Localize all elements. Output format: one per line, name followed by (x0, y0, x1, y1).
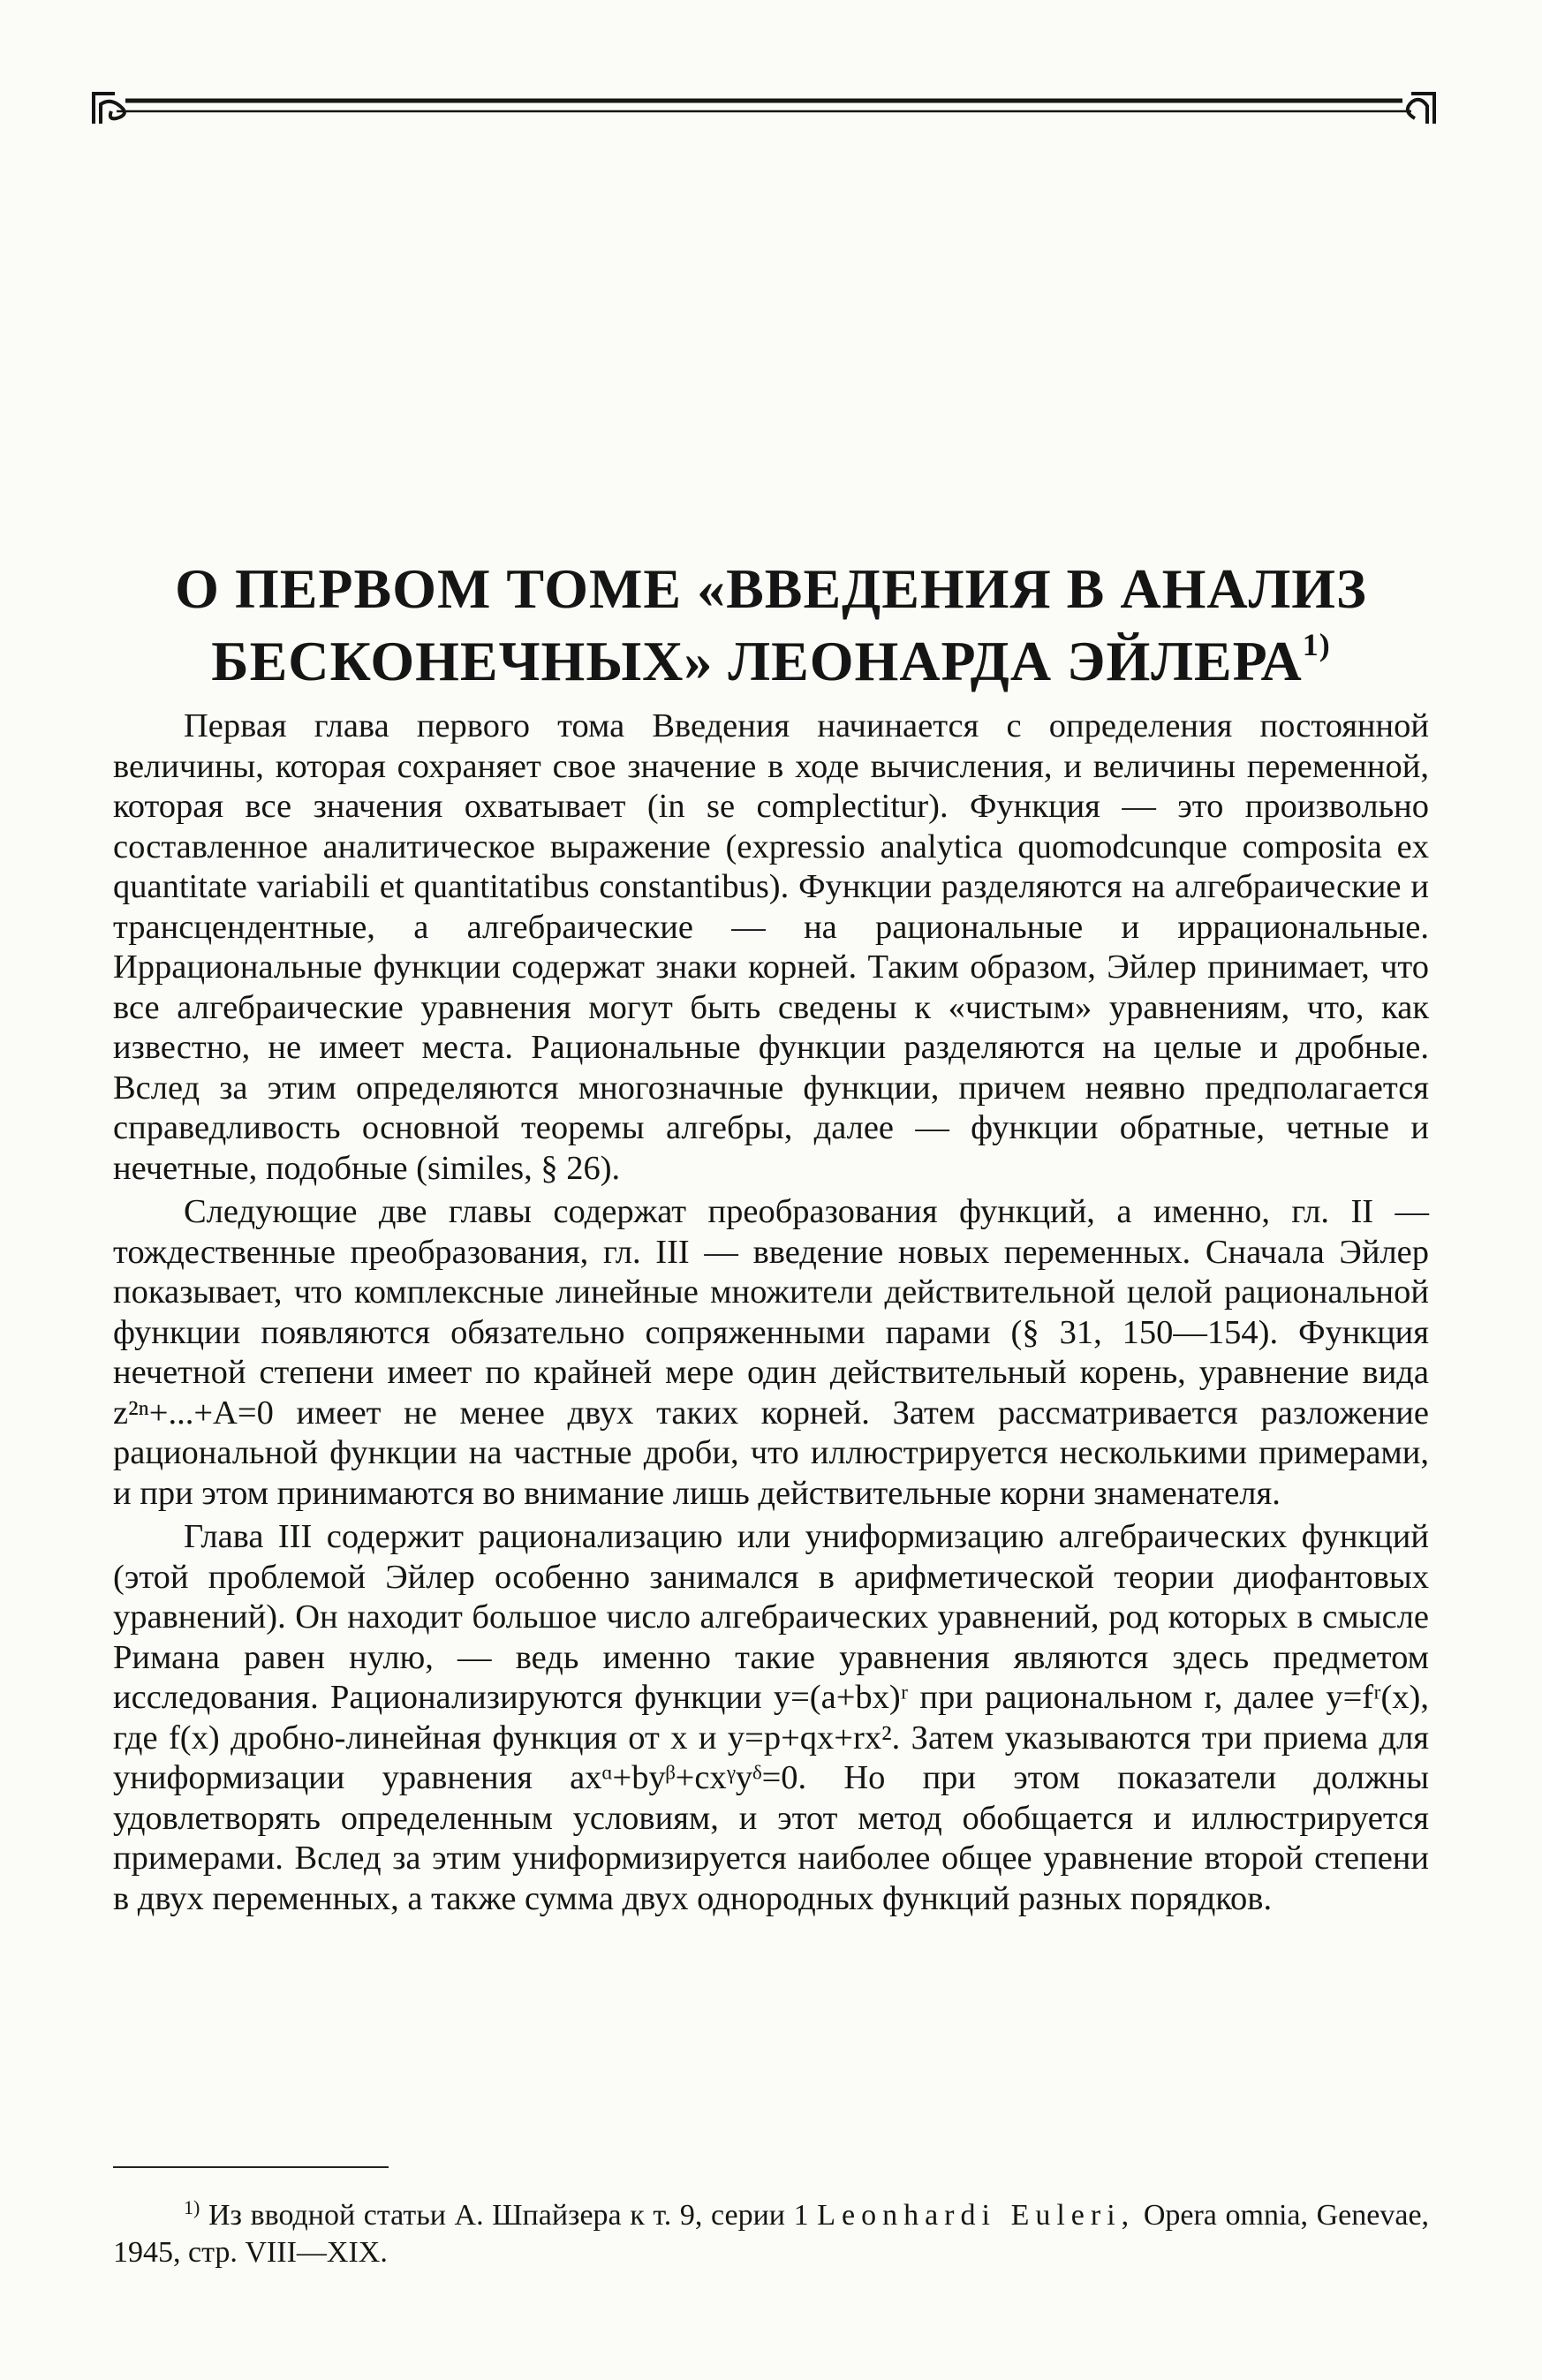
footnote-text-before: Из вводной статьи А. Шпайзера к т. 9, серии 1 (208, 2199, 809, 2232)
paragraph-3: Глава III содержит рационализацию или униформизацию алгебраических функций (этой проблемой Эйлер особенно занимался в арифметической теории диофантовых уравнений). Он находит большое число алгебраических уравнений, род которых в смысле Римана равен нулю, — ведь именно такие уравнения являются здесь предметом исследования. Рационализируются функции y=(a+bx)ʳ при рациональном r, далее y=fʳ(x), где f(x) дробно-линейная функция от x и y=p+qx+rx². Затем указываются три приема для униформизации уравнения axᵅ+byᵝ+cxᵞyᵟ=0. Но при этом показатели должны удовлетворять определенным условиям, и этот метод обобщается и иллюстрируется примерами. Вслед за этим униформизируется наиболее общее уравнение второй степени в двух переменных, а также сумма двух однородных функций разных порядков. (113, 1518, 1429, 1917)
footnote-divider (113, 2166, 389, 2168)
article-body (113, 706, 1429, 1919)
footnote-paragraph (113, 2197, 1429, 2271)
footnote-author: Leonhardi Euleri, (817, 2199, 1136, 2232)
title-line-1: О ПЕРВОМ ТОМЕ «ВВЕДЕНИЯ В АНАЛИЗ (175, 557, 1367, 620)
article-title (132, 553, 1410, 698)
header-ornament (90, 85, 1438, 129)
footnote (113, 2197, 1429, 2271)
footnote-text-after: Opera omnia, Genevae, 1945, стр. VIII—XIX. (113, 2199, 1430, 2269)
paragraph-2: Следующие две главы содержат преобразования функций, а именно, гл. II — тождественные преобразования, гл. III — введение новых переменных. Сначала Эйлер показывает, что комплексные линейные множители действительной целой рациональной функции появляются обязательно сопряженными парами (§ 31, 150—154). Функция нечетной степени имеет по крайней мере один действительный корень, уравнение вида z²ⁿ+...+A=0 имеет не менее двух таких корней. Затем рассматривается разложение рациональной функции на частные дроби, что иллюстрируется несколькими примерами, и при этом принимаются во внимание лишь действительные корни знаменателя. (113, 1193, 1429, 1512)
footnote-mark: 1) (184, 2196, 200, 2218)
ornament-left-flourish (94, 94, 125, 124)
paragraph-1: Первая глава первого тома Введения начинается с определения постоянной величины, которая сохраняет свое значение в ходе вычисления, и величины переменной, которая все значения охватывает (in se complectitur). Функция — это произвольно составленное аналитическое выражение (expressio analytica quomodcunque composita ex quantitate variabili et quantitatibus constantibus). Функции разделяются на алгебраические и трансцендентные, а алгебраические — на рациональные и иррациональные. Иррациональные функции содержат знаки корней. Таким образом, Эйлер принимает, что все алгебраические уравнения могут быть сведены к «чистым» уравнениям, что, как известно, не имеет места. Рациональные функции разделяются на целые и дробные. Вслед за этим определяются многозначные функции, причем неявно предполагается справедливость основной теоремы алгебры, далее — функции обратные, четные и нечетные, подобные (similes, § 26). (113, 707, 1429, 1187)
title-line-2-text: БЕСКОНЕЧНЫХ» ЛЕОНАРДА ЭЙЛЕРА (211, 630, 1303, 692)
title-line-2 (132, 625, 1410, 698)
title-footnote-mark: 1) (1302, 627, 1331, 662)
ornament-right-flourish (1408, 94, 1434, 124)
